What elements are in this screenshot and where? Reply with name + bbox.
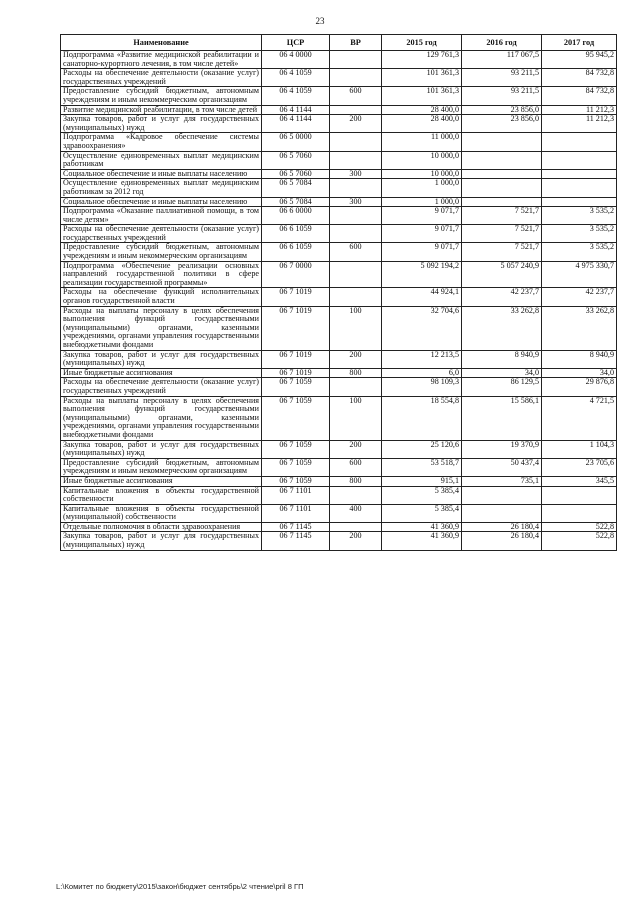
cell-name: Подпрограмма «Развитие медицинской реабилитации и санаторно-курортного лечения, в том числе детей» (61, 51, 262, 69)
cell-2017: 1 104,3 (542, 440, 617, 458)
cell-vr (330, 151, 382, 169)
cell-2015: 25 120,6 (382, 440, 462, 458)
cell-2015: 10 000,0 (382, 169, 462, 179)
cell-csr: 06 7 1145 (262, 522, 330, 532)
cell-2016: 19 370,9 (462, 440, 542, 458)
table-row (61, 115, 617, 133)
cell-2015: 1 000,0 (382, 197, 462, 207)
cell-2017: 4 721,5 (542, 396, 617, 440)
cell-2015: 28 400,0 (382, 115, 462, 133)
cell-2015: 18 554,8 (382, 396, 462, 440)
cell-csr: 06 4 1059 (262, 69, 330, 87)
cell-2017: 33 262,8 (542, 306, 617, 350)
cell-2017 (542, 504, 617, 522)
cell-vr: 100 (330, 396, 382, 440)
cell-2015: 915,1 (382, 476, 462, 486)
cell-csr: 06 7 1019 (262, 288, 330, 306)
cell-2015: 44 924,1 (382, 288, 462, 306)
cell-csr: 06 7 1059 (262, 378, 330, 396)
cell-name: Закупка товаров, работ и услуг для государственных (муниципальных) нужд (61, 115, 262, 133)
cell-csr: 06 7 0000 (262, 261, 330, 288)
cell-2015: 53 518,7 (382, 458, 462, 476)
cell-csr: 06 7 1059 (262, 476, 330, 486)
cell-csr: 06 7 1019 (262, 306, 330, 350)
cell-name: Развитие медицинской реабилитации, в том числе детей (61, 105, 262, 115)
cell-2016: 7 521,7 (462, 225, 542, 243)
cell-2016 (462, 151, 542, 169)
cell-2016: 735,1 (462, 476, 542, 486)
table-header-row (61, 35, 617, 51)
cell-vr: 800 (330, 476, 382, 486)
cell-2017: 84 732,8 (542, 87, 617, 105)
cell-vr: 200 (330, 115, 382, 133)
cell-2016: 42 237,7 (462, 288, 542, 306)
table-row (61, 169, 617, 179)
cell-2016: 7 521,7 (462, 207, 542, 225)
cell-vr: 100 (330, 306, 382, 350)
table-row (61, 51, 617, 69)
cell-2017 (542, 197, 617, 207)
cell-vr (330, 207, 382, 225)
cell-2015: 6,0 (382, 368, 462, 378)
cell-csr: 06 6 0000 (262, 207, 330, 225)
cell-name: Расходы на выплаты персоналу в целях обеспечения выполнения функций государственными (муниципальными) органами, казенными учреждениями, органами управления государственными внебюджетными фондами (61, 306, 262, 350)
cell-vr: 800 (330, 368, 382, 378)
cell-2016 (462, 486, 542, 504)
cell-2016: 93 211,5 (462, 87, 542, 105)
table-row (61, 350, 617, 368)
cell-2015: 98 109,3 (382, 378, 462, 396)
cell-2016: 5 057 240,9 (462, 261, 542, 288)
cell-2017 (542, 151, 617, 169)
header-2017: 2017 год (542, 35, 617, 51)
table-row (61, 243, 617, 261)
cell-vr (330, 179, 382, 197)
cell-csr: 06 7 1019 (262, 368, 330, 378)
cell-name: Иные бюджетные ассигнования (61, 476, 262, 486)
table-row (61, 458, 617, 476)
cell-vr: 600 (330, 458, 382, 476)
budget-table (60, 34, 617, 551)
table-row (61, 261, 617, 288)
table-row (61, 225, 617, 243)
cell-2016: 117 067,5 (462, 51, 542, 69)
cell-2017: 29 876,8 (542, 378, 617, 396)
table-row (61, 151, 617, 169)
cell-csr: 06 7 1101 (262, 504, 330, 522)
cell-name: Отдельные полномочия в области здравоохранения (61, 522, 262, 532)
cell-csr: 06 7 1059 (262, 396, 330, 440)
cell-2016: 86 129,5 (462, 378, 542, 396)
cell-2017: 84 732,8 (542, 69, 617, 87)
cell-2015: 101 361,3 (382, 87, 462, 105)
cell-2017: 3 535,2 (542, 207, 617, 225)
cell-csr: 06 4 1144 (262, 105, 330, 115)
cell-vr: 200 (330, 440, 382, 458)
cell-2016: 33 262,8 (462, 306, 542, 350)
cell-name: Социальное обеспечение и иные выплаты населению (61, 169, 262, 179)
cell-vr (330, 225, 382, 243)
cell-vr (330, 133, 382, 151)
cell-name: Предоставление субсидий бюджетным, автономным учреждениям и иным некоммерческим организациям (61, 243, 262, 261)
cell-2017: 8 940,9 (542, 350, 617, 368)
cell-vr: 200 (330, 350, 382, 368)
cell-2016: 23 856,0 (462, 115, 542, 133)
cell-2015: 1 000,0 (382, 179, 462, 197)
cell-csr: 06 7 1059 (262, 458, 330, 476)
cell-vr (330, 522, 382, 532)
table-body (61, 51, 617, 551)
header-csr: ЦСР (262, 35, 330, 51)
cell-vr: 600 (330, 87, 382, 105)
cell-csr: 06 7 1145 (262, 532, 330, 550)
cell-csr: 06 7 1059 (262, 440, 330, 458)
cell-csr: 06 4 1059 (262, 87, 330, 105)
cell-vr: 400 (330, 504, 382, 522)
cell-vr (330, 378, 382, 396)
cell-2015: 5 385,4 (382, 504, 462, 522)
cell-2015: 9 071,7 (382, 225, 462, 243)
cell-2015: 41 360,9 (382, 522, 462, 532)
cell-2015: 32 704,6 (382, 306, 462, 350)
cell-name: Закупка товаров, работ и услуг для государственных (муниципальных) нужд (61, 350, 262, 368)
cell-2017: 11 212,3 (542, 115, 617, 133)
cell-2017: 3 535,2 (542, 243, 617, 261)
cell-name: Осуществление единовременных выплат медицинским работникам за 2012 год (61, 179, 262, 197)
cell-name: Капитальные вложения в объекты государственной собственности (61, 486, 262, 504)
cell-2017: 11 212,3 (542, 105, 617, 115)
cell-name: Расходы на выплаты персоналу в целях обеспечения выполнения функций государственными (муниципальными) органами, казенными учреждениями, органами управления государственными внебюджетными фондами (61, 396, 262, 440)
cell-2016: 26 180,4 (462, 522, 542, 532)
table-row (61, 368, 617, 378)
cell-2016: 50 437,4 (462, 458, 542, 476)
cell-vr (330, 261, 382, 288)
table-row (61, 105, 617, 115)
header-2016: 2016 год (462, 35, 542, 51)
cell-2017: 522,8 (542, 532, 617, 550)
cell-vr (330, 486, 382, 504)
cell-name: Социальное обеспечение и иные выплаты населению (61, 197, 262, 207)
cell-vr: 300 (330, 169, 382, 179)
cell-csr: 06 6 1059 (262, 225, 330, 243)
cell-name: Предоставление субсидий бюджетным, автономным учреждениям и иным некоммерческим организациям (61, 458, 262, 476)
cell-name: Закупка товаров, работ и услуг для государственных (муниципальных) нужд (61, 532, 262, 550)
footer-file-path: L:\Комитет по бюджету\2015\закон\бюджет сентябрь\2 чтение\pril 8 ГП (56, 882, 304, 891)
cell-2015: 9 071,7 (382, 207, 462, 225)
cell-2016 (462, 133, 542, 151)
cell-2016 (462, 197, 542, 207)
table-row (61, 378, 617, 396)
cell-2017: 95 945,2 (542, 51, 617, 69)
cell-csr: 06 7 1101 (262, 486, 330, 504)
cell-2015: 41 360,9 (382, 532, 462, 550)
cell-2017 (542, 486, 617, 504)
cell-2017: 345,5 (542, 476, 617, 486)
header-name: Наименование (61, 35, 262, 51)
table-row (61, 197, 617, 207)
cell-2017: 522,8 (542, 522, 617, 532)
cell-2015: 9 071,7 (382, 243, 462, 261)
table-row (61, 532, 617, 550)
cell-2016: 7 521,7 (462, 243, 542, 261)
cell-2015: 10 000,0 (382, 151, 462, 169)
cell-2016 (462, 179, 542, 197)
cell-csr: 06 4 0000 (262, 51, 330, 69)
table-row (61, 69, 617, 87)
cell-csr: 06 5 7084 (262, 179, 330, 197)
cell-2016 (462, 504, 542, 522)
cell-name: Подпрограмма «Кадровое обеспечение системы здравоохранения» (61, 133, 262, 151)
cell-name: Расходы на обеспечение деятельности (оказание услуг) государственных учреждений (61, 378, 262, 396)
cell-name: Расходы на обеспечение деятельности (оказание услуг) государственных учреждений (61, 225, 262, 243)
cell-2017: 4 975 330,7 (542, 261, 617, 288)
cell-name: Подпрограмма «Обеспечение реализации основных направлений государственной политики в сфере реализации государственной программы» (61, 261, 262, 288)
cell-2017: 42 237,7 (542, 288, 617, 306)
table-row (61, 476, 617, 486)
cell-csr: 06 5 7084 (262, 197, 330, 207)
page-number: 23 (315, 16, 325, 26)
cell-2016: 15 586,1 (462, 396, 542, 440)
cell-2017 (542, 169, 617, 179)
cell-2017: 23 705,6 (542, 458, 617, 476)
header-2015: 2015 год (382, 35, 462, 51)
cell-2015: 129 761,3 (382, 51, 462, 69)
table-row (61, 87, 617, 105)
cell-2016: 8 940,9 (462, 350, 542, 368)
table-row (61, 486, 617, 504)
cell-csr: 06 7 1019 (262, 350, 330, 368)
cell-csr: 06 5 7060 (262, 151, 330, 169)
cell-name: Расходы на обеспечение деятельности (оказание услуг) государственных учреждений (61, 69, 262, 87)
table-row (61, 133, 617, 151)
cell-2015: 5 092 194,2 (382, 261, 462, 288)
cell-2016 (462, 169, 542, 179)
table-row (61, 179, 617, 197)
cell-vr: 300 (330, 197, 382, 207)
cell-vr (330, 69, 382, 87)
cell-2016: 23 856,0 (462, 105, 542, 115)
table-row (61, 207, 617, 225)
cell-2016: 26 180,4 (462, 532, 542, 550)
table-row (61, 522, 617, 532)
cell-name: Капитальные вложения в объекты государственной (муниципальной) собственности (61, 504, 262, 522)
cell-vr: 600 (330, 243, 382, 261)
cell-csr: 06 5 0000 (262, 133, 330, 151)
header-vr: ВР (330, 35, 382, 51)
cell-name: Предоставление субсидий бюджетным, автономным учреждениям и иным некоммерческим организациям (61, 87, 262, 105)
cell-2016: 34,0 (462, 368, 542, 378)
cell-2016: 93 211,5 (462, 69, 542, 87)
cell-2015: 28 400,0 (382, 105, 462, 115)
table-row (61, 440, 617, 458)
table-row (61, 306, 617, 350)
cell-2015: 12 213,5 (382, 350, 462, 368)
cell-name: Иные бюджетные ассигнования (61, 368, 262, 378)
table-row (61, 288, 617, 306)
cell-name: Расходы на обеспечение функций исполнительных органов государственной власти (61, 288, 262, 306)
cell-2017: 3 535,2 (542, 225, 617, 243)
cell-name: Закупка товаров, работ и услуг для государственных (муниципальных) нужд (61, 440, 262, 458)
table-row (61, 504, 617, 522)
cell-2015: 101 361,3 (382, 69, 462, 87)
cell-vr (330, 105, 382, 115)
cell-2017 (542, 133, 617, 151)
cell-name: Подпрограмма «Оказание паллиативной помощи, в том числе детям» (61, 207, 262, 225)
cell-2017: 34,0 (542, 368, 617, 378)
cell-name: Осуществление единовременных выплат медицинским работникам (61, 151, 262, 169)
table-row (61, 396, 617, 440)
cell-2015: 11 000,0 (382, 133, 462, 151)
cell-csr: 06 6 1059 (262, 243, 330, 261)
cell-vr (330, 51, 382, 69)
cell-vr: 200 (330, 532, 382, 550)
cell-csr: 06 5 7060 (262, 169, 330, 179)
cell-2017 (542, 179, 617, 197)
cell-2015: 5 385,4 (382, 486, 462, 504)
cell-vr (330, 288, 382, 306)
cell-csr: 06 4 1144 (262, 115, 330, 133)
